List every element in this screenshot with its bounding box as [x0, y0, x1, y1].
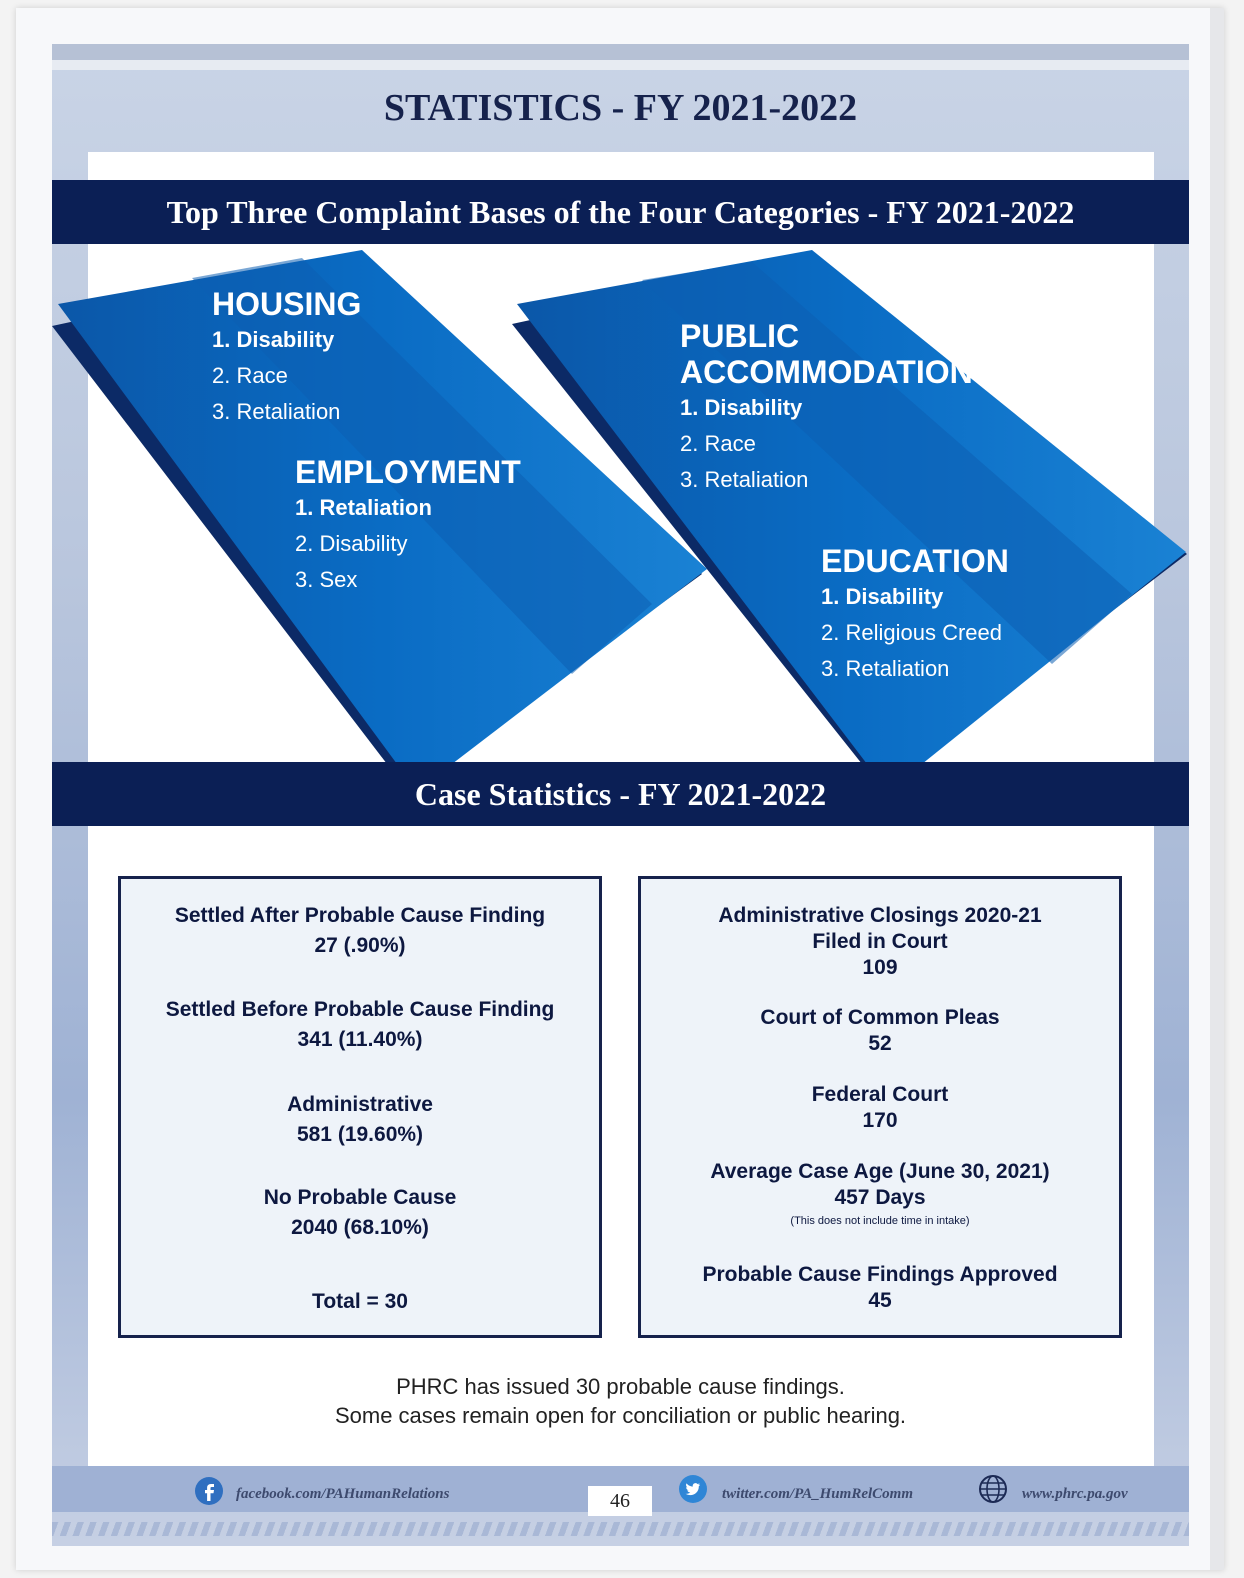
- category-public-accommodation: [680, 318, 973, 498]
- category-item: 1. Retaliation: [295, 495, 432, 520]
- stat-label: Probable Cause Findings Approved: [702, 1263, 1058, 1286]
- stat-label: Court of Common Pleas: [760, 1006, 1000, 1029]
- stat-value: 457 Days: [834, 1186, 926, 1209]
- category-item: 2. Race: [212, 363, 288, 388]
- stat-federal-court: [641, 1082, 1119, 1134]
- stat-label: No Probable Cause: [263, 1186, 457, 1209]
- stat-value: 2040 (68.10%): [291, 1216, 429, 1239]
- stat-value: 581 (19.60%): [296, 1123, 424, 1146]
- case-statistics-header: Case Statistics - FY 2021-2022: [52, 762, 1189, 826]
- category-title: EDUCATION: [821, 543, 1009, 579]
- stat-settled-before: [121, 997, 599, 1053]
- category-item: 1. Disability: [212, 327, 335, 352]
- stat-label: Average Case Age (June 30, 2021): [710, 1160, 1050, 1183]
- category-item: 3. Retaliation: [212, 399, 341, 424]
- category-item: 3. Sex: [295, 567, 358, 592]
- twitter-link[interactable]: twitter.com/PA_HumRelComm: [722, 1486, 913, 1502]
- page-edge-shade: [1210, 8, 1224, 1570]
- stat-label: Total = 30: [312, 1290, 408, 1313]
- category-title: HOUSING: [212, 286, 362, 322]
- stat-label: Administrative: [287, 1093, 433, 1116]
- footer-note: [52, 1372, 1189, 1430]
- category-title: EMPLOYMENT: [295, 454, 521, 490]
- top-band-light: [52, 60, 1189, 70]
- stat-label: Filed in Court: [812, 930, 948, 953]
- stat-value: 27 (.90%): [314, 934, 406, 957]
- bottom-band: [52, 1522, 1189, 1536]
- category-housing: [212, 286, 361, 430]
- stat-label: Settled After Probable Cause Finding: [174, 904, 546, 927]
- category-item: 2. Race: [680, 431, 756, 456]
- stat-label: Federal Court: [811, 1083, 949, 1106]
- category-title-line1: PUBLIC: [680, 318, 800, 354]
- case-outcomes-box: [118, 876, 602, 1338]
- stat-average-case-age: [641, 1159, 1119, 1229]
- category-employment: [295, 454, 521, 598]
- stat-value: 341 (11.40%): [297, 1028, 423, 1051]
- footer-note-line: PHRC has issued 30 probable cause findings.: [396, 1374, 845, 1399]
- category-item: 1. Disability: [680, 395, 803, 420]
- facebook-icon: [194, 1476, 224, 1506]
- stat-label: Settled Before Probable Cause Finding: [165, 998, 555, 1021]
- category-item: 3. Retaliation: [680, 467, 809, 492]
- category-item: 1. Disability: [821, 584, 944, 609]
- page-number: 46: [588, 1486, 652, 1516]
- stat-admin-closings: [641, 903, 1119, 981]
- category-title-line2: ACCOMMODATION: [680, 354, 973, 390]
- category-education: [821, 543, 1009, 687]
- stat-value: 109: [862, 956, 898, 979]
- category-item: 2. Disability: [295, 531, 408, 556]
- facebook-link[interactable]: facebook.com/PAHumanRelations: [236, 1486, 450, 1502]
- globe-icon: [978, 1474, 1008, 1504]
- stat-value: 45: [868, 1289, 892, 1312]
- page-title: STATISTICS - FY 2021-2022: [383, 87, 858, 129]
- category-item: 2. Religious Creed: [821, 620, 1002, 645]
- website-link[interactable]: www.phrc.pa.gov: [1022, 1486, 1128, 1502]
- court-statistics-box: [638, 876, 1122, 1338]
- stat-no-probable-cause: [121, 1185, 599, 1241]
- stat-administrative: [121, 1092, 599, 1148]
- complaint-bases-header: Top Three Complaint Bases of the Four Categories - FY 2021-2022: [52, 180, 1189, 244]
- stat-probable-cause-approved: [641, 1262, 1119, 1314]
- stat-label: Administrative Closings 2020-21: [718, 904, 1042, 927]
- stat-total: [121, 1289, 599, 1315]
- top-band: [52, 44, 1189, 60]
- footer-note-line: Some cases remain open for conciliation or public hearing.: [334, 1403, 907, 1428]
- category-item: 3. Retaliation: [821, 656, 950, 681]
- twitter-icon: [678, 1474, 708, 1504]
- stat-settled-after: [121, 903, 599, 959]
- stat-value: 52: [868, 1032, 892, 1055]
- stat-note: (This does not include time in intake): [790, 1215, 970, 1227]
- stat-value: 170: [862, 1109, 898, 1132]
- stat-common-pleas: [641, 1005, 1119, 1057]
